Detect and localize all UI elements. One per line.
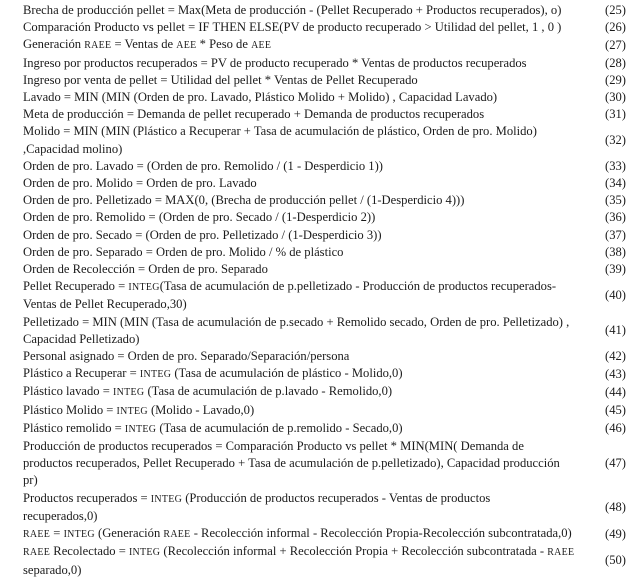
- equation-text: [23, 2, 578, 19]
- equation-text: [23, 123, 578, 157]
- equation-row: [23, 365, 626, 383]
- equation-text-line: Capacidad Pelletizado): [23, 331, 140, 346]
- equation-row: [23, 19, 626, 36]
- equation-text-line: Ventas de Pellet Recuperado,30): [23, 297, 187, 312]
- equation-row: [23, 438, 626, 490]
- equation-text-line: Plástico Molido = INTEG (Molido - Lavado,0): [23, 402, 255, 417]
- equation-row: [23, 525, 626, 543]
- equation-list: [23, 2, 626, 579]
- equation-number: (35): [605, 193, 626, 208]
- equation-text-line: Orden de Recolección = Orden de pro. Separado: [23, 262, 268, 277]
- equation-number: (32): [605, 133, 626, 148]
- equation-text-line: Pelletizado = MIN (MIN (Tasa de acumulación de p.secado + Remolido secado, Orden de pro. Pelletizado) ,: [23, 314, 570, 329]
- equation-text: [23, 525, 578, 543]
- equation-row: [23, 402, 626, 420]
- equation-text: [23, 89, 578, 106]
- equation-row: [23, 55, 626, 72]
- equation-text-line: Plástico a Recuperar = INTEG (Tasa de acumulación de plástico - Molido,0): [23, 366, 403, 381]
- equation-number: (25): [605, 3, 626, 17]
- equation-row: [23, 175, 626, 192]
- equation-row: [23, 227, 626, 244]
- equation-text: [23, 365, 578, 383]
- equation-text: [23, 383, 578, 401]
- equation-row: [23, 106, 626, 123]
- equation-text: [23, 72, 578, 89]
- equation-text-line: RAEE Recolectado = INTEG (Recolección informal + Recolección Propia + Recolección subcontratada - RAEE: [23, 544, 575, 559]
- equation-text-line: Generación RAEE = Ventas de AEE * Peso de AEE: [23, 37, 272, 52]
- equation-text: [23, 420, 578, 438]
- equation-number: (48): [605, 499, 626, 514]
- equation-text-line: Plástico remolido = INTEG (Tasa de acumulación de p.remolido - Secado,0): [23, 420, 403, 435]
- equation-number: (28): [605, 55, 626, 70]
- equation-text-line: Orden de pro. Secado = (Orden de pro. Pelletizado / (1-Desperdicio 3)): [23, 227, 382, 242]
- equation-text-line: Personal asignado = Orden de pro. Separado/Separación/persona: [23, 349, 350, 364]
- equation-text-line: Productos recuperados = INTEG (Producción de productos recuperados - Ventas de productos: [23, 490, 491, 505]
- equation-text-line: Lavado = MIN (MIN (Orden de pro. Lavado, Plástico Molido + Molido) , Capacidad Lavado): [23, 90, 498, 105]
- equation-text: [23, 438, 578, 490]
- equation-row: [23, 314, 626, 348]
- equation-text-line: Comparación Producto vs pellet = IF THEN ELSE(PV de producto recuperado > Utilidad del pellet, 1 , 0 ): [23, 20, 562, 35]
- equation-row: [23, 348, 626, 365]
- equation-number: (37): [605, 227, 626, 242]
- equation-number: (47): [605, 456, 626, 471]
- equation-row: [23, 36, 626, 54]
- equation-text: [23, 261, 578, 278]
- equation-text: [23, 55, 578, 72]
- equation-text: [23, 209, 578, 226]
- equation-text: [23, 19, 578, 36]
- equation-row: [23, 209, 626, 226]
- equation-row: [23, 261, 626, 278]
- equation-text: [23, 314, 578, 348]
- equation-number: (46): [605, 421, 626, 436]
- equation-text: [23, 348, 578, 365]
- equation-number: (43): [605, 366, 626, 381]
- equation-number: (45): [605, 403, 626, 418]
- equation-row: [23, 2, 626, 19]
- equation-number: (26): [605, 20, 626, 35]
- equation-row: [23, 158, 626, 175]
- equation-row: [23, 278, 626, 313]
- equation-text-line: ,Capacidad molino): [23, 141, 123, 156]
- equation-number: (44): [605, 384, 626, 399]
- equation-number: (33): [605, 158, 626, 173]
- equation-text: [23, 490, 578, 525]
- equation-text: [23, 158, 578, 175]
- equation-text-line: Ingreso por venta de pellet = Utilidad del pellet * Ventas de Pellet Recuperado: [23, 72, 418, 87]
- equation-text-line: Orden de pro. Lavado = (Orden de pro. Remolido / (1 - Desperdicio 1)): [23, 158, 383, 173]
- equation-text-line: Meta de producción = Demanda de pellet recuperado + Demanda de productos recuperados: [23, 107, 485, 122]
- equation-number: (29): [605, 72, 626, 87]
- equation-number: (42): [605, 349, 626, 364]
- equation-text: [23, 106, 578, 123]
- equation-text-line: Molido = MIN (MIN (Plástico a Recuperar + Tasa de acumulación de plástico, Orden de pro. Molido): [23, 124, 537, 139]
- equation-text-line: Brecha de producción pellet = Max(Meta de producción - (Pellet Recuperado + Productos recuperados), o): [23, 3, 562, 17]
- equation-row: [23, 192, 626, 209]
- equation-row: [23, 383, 626, 401]
- equation-text: [23, 543, 578, 578]
- equation-text: [23, 402, 578, 420]
- equation-text-line: RAEE = INTEG (Generación RAEE - Recolección informal - Recolección Propia-Recolección subcontratada,0): [23, 526, 572, 541]
- equation-number: (31): [605, 107, 626, 122]
- equation-row: [23, 89, 626, 106]
- equation-number: (41): [605, 323, 626, 338]
- equation-number: (36): [605, 210, 626, 225]
- equation-number: (39): [605, 262, 626, 277]
- equation-row: [23, 543, 626, 578]
- equation-text-line: Ingreso por productos recuperados = PV de producto recuperado * Ventas de productos recuperados: [23, 55, 527, 70]
- equation-row: [23, 490, 626, 525]
- equation-text: [23, 36, 578, 54]
- equation-number: (34): [605, 176, 626, 191]
- equation-text: [23, 244, 578, 261]
- equation-text-line: Producción de productos recuperados = Comparación Producto vs pellet * MIN(MIN( Demanda de: [23, 439, 524, 454]
- equation-text-line: Orden de pro. Molido = Orden de pro. Lavado: [23, 176, 257, 191]
- equation-number: (50): [605, 553, 626, 568]
- equation-text: [23, 175, 578, 192]
- equation-text-line: Pellet Recuperado = INTEG(Tasa de acumulación de p.pelletizado - Producción de productos recuperados-: [23, 279, 557, 294]
- equation-text: [23, 227, 578, 244]
- equation-text-line: Orden de pro. Pelletizado = MAX(0, (Brecha de producción pellet / (1-Desperdicio 4))): [23, 193, 465, 208]
- equation-number: (27): [605, 37, 626, 52]
- equation-number: (40): [605, 288, 626, 303]
- equation-text-line: Orden de pro. Remolido = (Orden de pro. Secado / (1-Desperdicio 2)): [23, 210, 376, 225]
- equation-text-line: separado,0): [23, 562, 82, 577]
- equation-number: (49): [605, 526, 626, 541]
- equation-row: [23, 72, 626, 89]
- equation-row: [23, 123, 626, 157]
- equation-row: [23, 420, 626, 438]
- equation-text-line: pr): [23, 473, 38, 488]
- equation-text-line: Orden de pro. Separado = Orden de pro. Molido / % de plástico: [23, 244, 344, 259]
- equation-text-line: recuperados,0): [23, 508, 98, 523]
- equation-text-line: Plástico lavado = INTEG (Tasa de acumulación de p.lavado - Remolido,0): [23, 384, 393, 399]
- equation-number: (38): [605, 244, 626, 259]
- equation-row: [23, 244, 626, 261]
- equation-text: [23, 192, 578, 209]
- equation-text-line: productos recuperados, Pellet Recuperado + Tasa de acumulación de p.pelletizado), Capacidad producción: [23, 456, 560, 471]
- equation-text: [23, 278, 578, 313]
- equation-number: (30): [605, 90, 626, 105]
